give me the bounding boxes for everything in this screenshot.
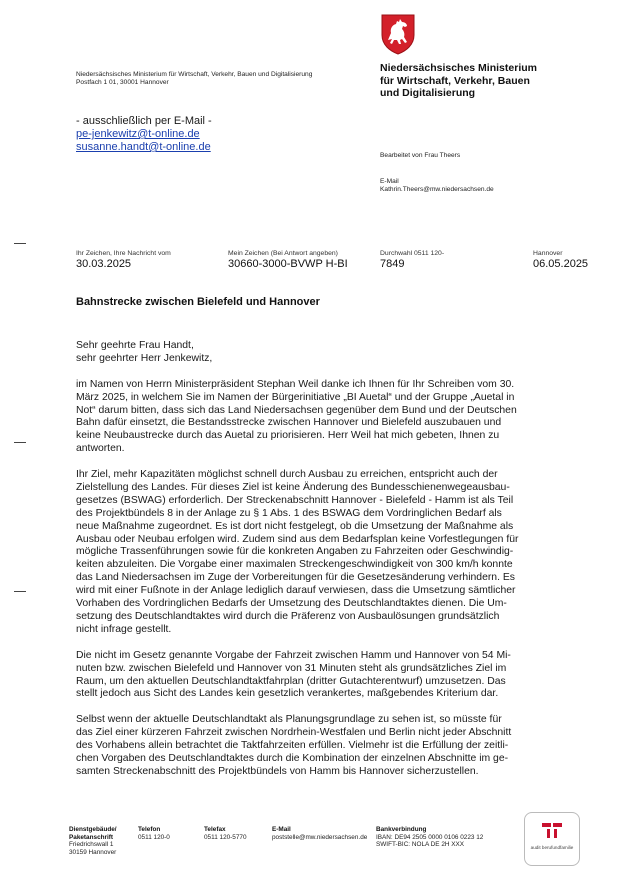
reference-direct-dial [380,250,444,271]
p4-line: das Ziel einer kürzeren Fahrzeit zwischen Nordrhein-Westfalen und Berlin nicht jeder Abschnitt [76,727,512,739]
letter-subject: Bahnstrecke zwischen Bielefeld und Hannover [76,296,320,308]
processed-by: Bearbeitet von Frau Theers [380,152,461,159]
fold-mark-middle [14,442,26,443]
p1-line: März 2025, in welchem Sie im Namen der Bürgerinitiative „BI Auetal“ und der Gruppe „Auetal in [76,391,515,403]
footer-bank-bic: SWIFT-BIC: NOLA DE 2H XXX [376,841,465,849]
contact-email-block [380,178,494,194]
footer-building [69,826,117,856]
ministry-name-line-2: für Wirtschaft, Verkehr, Bauen [380,74,530,87]
letter-date: 06.05.2025 [533,258,589,270]
p3-line: Raum, um den aktuellen Deutschlandtaktfahrplan (dritter Gutachterentwurf) umzusetzen. Das [76,675,506,687]
salutation-line-1: Sehr geehrte Frau Handt, [76,340,194,351]
p4-line: chen Vorgaben des Deutschlandtaktes durch die Kombination der einzelnen Abschnitte im ge- [76,752,509,764]
fold-mark-bottom [14,591,26,592]
direct-dial-value: 7849 [380,258,405,270]
p2-line: Vorhaben des Vordringlichen Bedarfs der Umsetzung des Deutschlandtaktes dienen. Die Um- [76,598,507,610]
recipient-email-2[interactable]: susanne.handt@t-online.de [76,141,211,153]
p2-line: neue Maßnahme zugeordnet. Es ist dort nicht festgelegt, ob die Umsetzung der Maßnahme als [76,520,514,532]
p2-line: Ihr Ziel, mehr Kapazitäten möglichst schnell durch Ausbau zu erreichen, entspricht auch der [76,469,498,481]
p2-line: wird mit einer Fußnote in der Anlage lediglich darauf verwiesen, dass die Umsetzung sämtlicher [76,585,516,597]
recipient-block [76,115,212,154]
place-label: Hannover [533,250,563,257]
footer-building-heading-2: Paketanschrift [69,833,114,841]
footer-email-heading: E-Mail [272,826,291,833]
delivery-note: - ausschließlich per E-Mail - [76,115,212,127]
p3-line: stellt jedoch aus Sicht des Landes kein gesetzlich verankertes, maßgebendes Kriterium dar. [76,688,499,700]
direct-dial-label: Durchwahl 0511 120- [380,250,445,257]
contact-email-label: E-Mail [380,178,399,185]
p4-line: des Vorhabens allein betrachtet die Taktfahrzeiten erfüllen. Vielmehr ist die Erfüllung der zeitli- [76,740,509,752]
p1-line: Bahn dafür einsetzt, die Bestandsstrecke zwischen Hannover und Bielefeld auszubauen und [76,417,502,429]
my-ref-label: Mein Zeichen (Bei Antwort angeben) [228,250,338,257]
paragraph-3 [76,650,606,702]
p1-line: keine Neubaustrecke durch das Auetal zu priorisieren. Herr Weil hat mich gebeten, Ihnen zu [76,430,500,442]
audit-logo-icon [542,821,562,839]
ministry-name-line-3: und Digitalisierung [380,87,476,99]
footer-bank-heading: Bankverbindung [376,826,427,833]
paragraph-1 [76,379,606,456]
footer-phone-value: 0511 120-0 [138,833,170,841]
paragraph-2 [76,469,606,637]
p2-line: mögliche Trassenführungen sowie für die konkreten Angaben zu Fahrzeiten oder Geschwindig- [76,546,514,558]
p2-line: des Projektbündels 8 in der Anlage zu § 1 Abs. 1 des BSWAG dem Vordringlichen Bedarf als [76,507,502,519]
footer-fax [204,826,247,841]
audit-certificate-badge [524,812,580,866]
audit-certificate-label: audit berufundfamilie [530,845,574,850]
footer-bank [376,826,483,849]
footer-phone [138,826,170,841]
ministry-name-line-1: Niedersächsisches Ministerium [380,62,537,74]
p2-line: nicht infrage gestellt. [76,623,172,635]
p2-line: gesetzes (BSWAG) erforderlich. Der Streckenabschnitt Hannover - Bielefeld - Hamm ist als Teil [76,494,514,506]
reference-date [533,250,588,271]
footer-building-city: 30159 Hannover [69,848,117,856]
reference-mine [228,250,348,271]
letter-body [76,340,606,792]
p4-line: samten Streckenabschnitt des Projektbündels von Hamm bis Hannover sicherzustellen. [76,765,479,777]
footer-fax-value: 0511 120-5770 [204,833,247,841]
p1-line: antworten. [76,443,125,455]
recipient-email-1[interactable]: pe-jenkewitz@t-online.de [76,128,200,140]
coat-of-arms-icon [380,13,416,55]
footer-email-value[interactable]: poststelle@mw.niedersachsen.de [272,833,368,841]
footer-fax-heading: Telefax [204,826,226,833]
footer-building-street: Friedrichswall 1 [69,841,114,849]
ministry-name [380,62,537,100]
your-ref-label: Ihr Zeichen, Ihre Nachricht vom [76,250,171,257]
contact-email[interactable]: Kathrin.Theers@mw.niedersachsen.de [380,186,494,193]
p3-line: nuten bzw. zwischen Bielefeld und Hannover von 31 Minuten steht als grundsätzliches Ziel im [76,662,507,674]
footer-bank-iban: IBAN: DE94 2505 0000 0106 0223 12 [376,833,484,841]
sender-return-line-2: Postfach 1 01, 30001 Hannover [76,79,169,86]
sender-return-line-1: Niedersächsisches Ministerium für Wirtschaft, Verkehr, Bauen und Digitalisierung [76,71,313,78]
footer-building-heading-1: Dienstgebäude/ [69,826,117,833]
p2-line: keiten abzuleiten. Die Vorgabe einer maximalen Streckengeschwindigkeit von 300 km/h konnte [76,559,513,571]
p1-line: im Namen von Herrn Ministerpräsident Stephan Weil danke ich Ihnen für Ihr Schreiben vom 30. [76,378,515,390]
reference-your [76,250,171,271]
p3-line: Die nicht im Gesetz genannte Vorgabe der Fahrzeit zwischen Hamm und Hannover von 54 Mi- [76,649,511,661]
sender-return-address [76,71,366,87]
footer-email [272,826,367,841]
my-ref-value: 30660-3000-BVWP H-BI [228,258,348,270]
salutation [76,340,606,366]
p2-line: das Land Niedersachsen im Zuge der Vorbereitungen für die Gesetzesänderung verhindern. Es [76,572,515,584]
p4-line: Selbst wenn der aktuelle Deutschlandtakt als Planungsgrundlage zu sehen ist, so müsste für [76,714,502,726]
your-ref-value: 30.03.2025 [76,258,132,270]
paragraph-4 [76,714,606,779]
salutation-line-2: sehr geehrter Herr Jenkewitz, [76,352,213,364]
p2-line: setzung des Deutschlandtaktes wird durch die Präferenz von Ausbaulösungen grundsätzlich [76,611,500,622]
footer-phone-heading: Telefon [138,826,161,833]
p2-line: Zielstellung des Landes. Für dieses Ziel ist keine Änderung des Bundesschienenwegeausbau- [76,481,510,493]
p1-line: Not“ darum bitten, dass sich das Land Niedersachsen gegenüber dem Bund und der Deutschen [76,404,517,416]
fold-mark-top [14,243,26,244]
p2-line: Ausbau oder Neubau erfolgen wird. Zudem sind aus dem Bedarfsplan keine Vorfestlegungen für [76,533,519,545]
